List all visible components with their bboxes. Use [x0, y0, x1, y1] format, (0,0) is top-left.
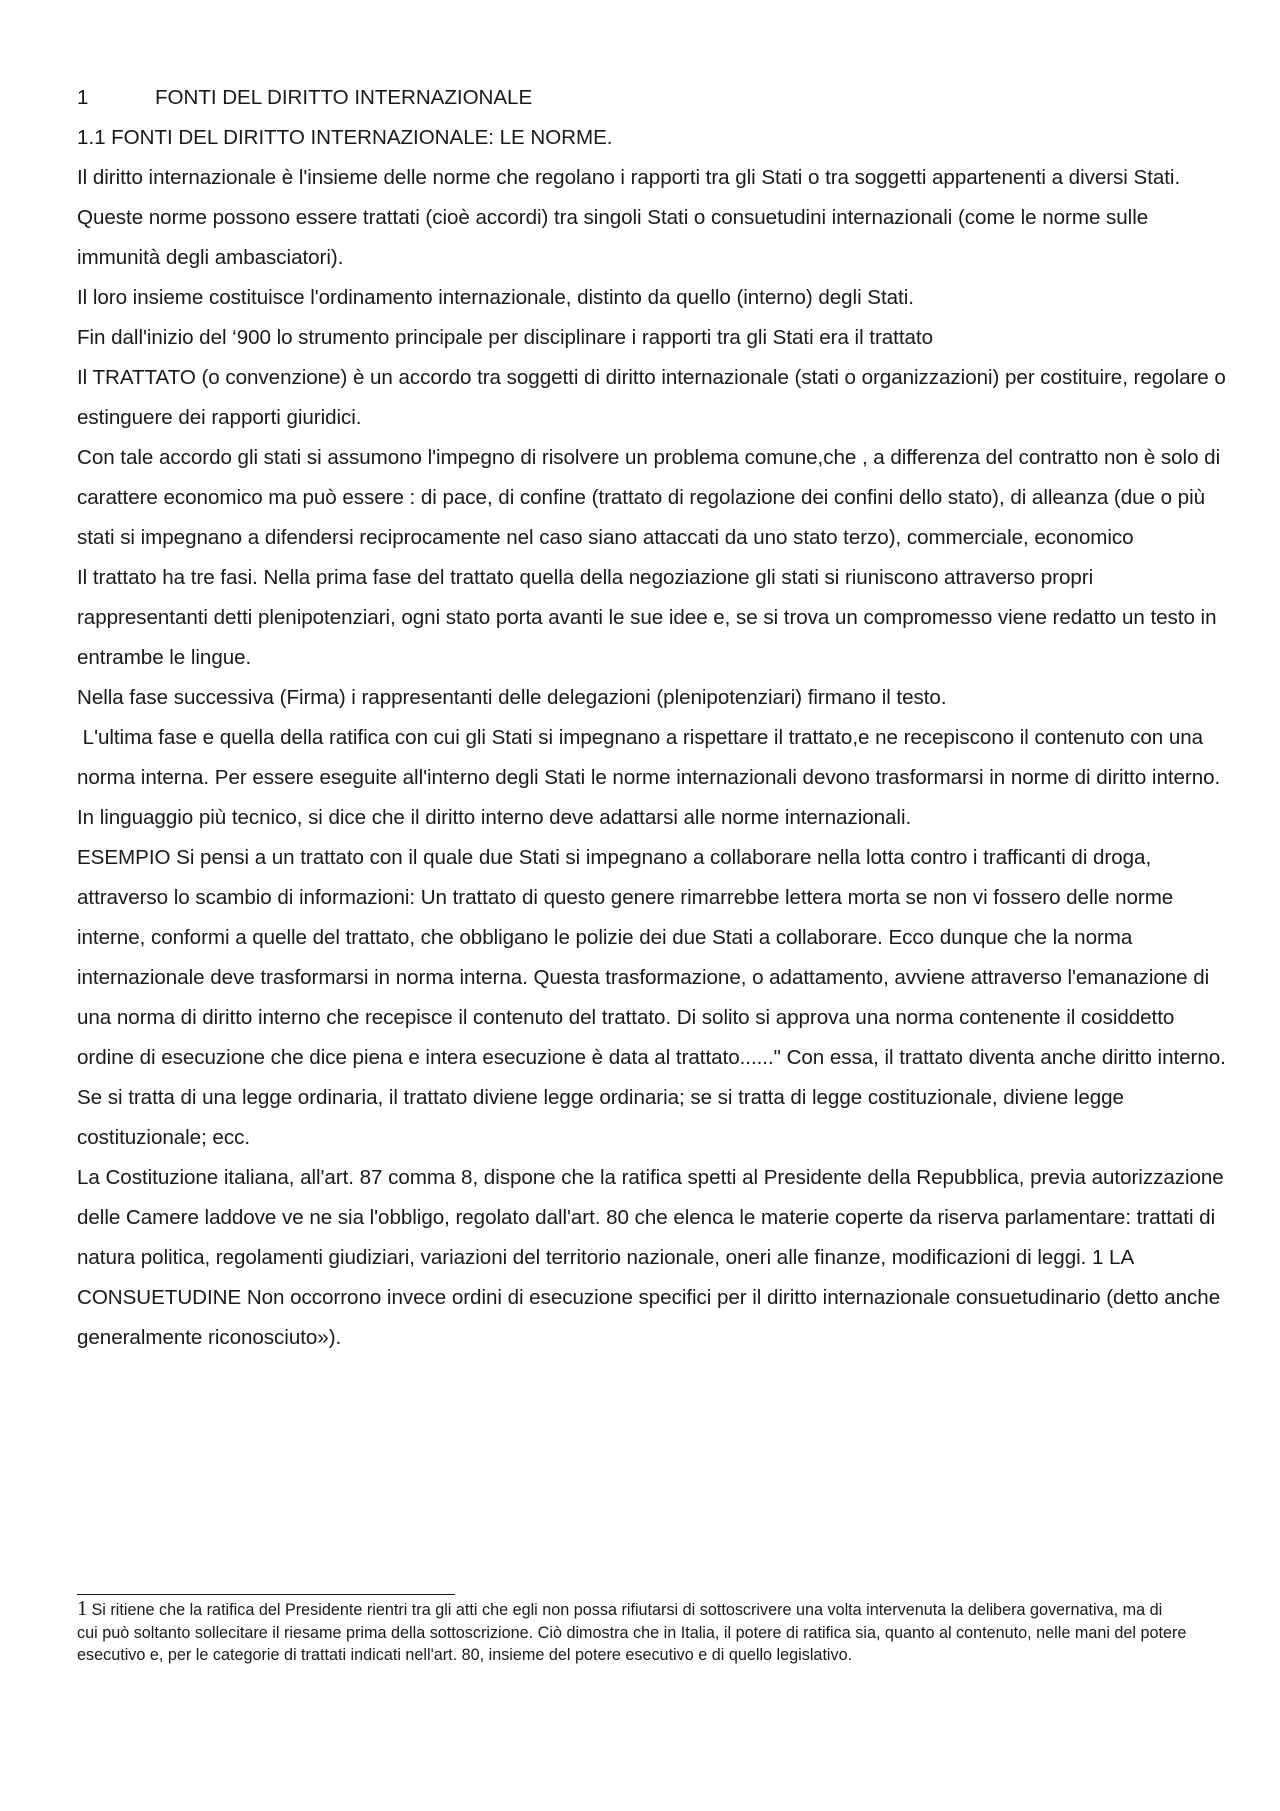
paragraph: Con tale accordo gli stati si assumono l'impegno di risolvere un problema comune,che , a differenza del contratto non è solo di carattere economico ma può essere : di pace, di confine (trattato di regolazione dei confini dello stato), di alleanza (due o più stati si impegnano a difendersi reciprocamente nel caso siano attaccati da uno stato terzo), commerciale, economico — [77, 446, 1221, 549]
paragraph: Fin dall'inizio del ‘900 lo strumento principale per disciplinare i rapporti tra gli Stati era il trattato — [77, 326, 933, 349]
paragraph: Nella fase successiva (Firma) i rappresentanti delle delegazioni (plenipotenziari) firmano il testo. — [77, 686, 947, 709]
chapter-title: FONTI DEL DIRITTO INTERNAZIONALE — [155, 86, 533, 109]
chapter-number: 1 — [77, 86, 89, 109]
paragraph: Il TRATTATO (o convenzione) è un accordo tra soggetti di diritto internazionale (stati o organizzazioni) per costituire, regolare o estinguere dei rapporti giuridici. — [77, 366, 1226, 429]
paragraph: Il diritto internazionale è l'insieme delle norme che regolano i rapporti tra gli Stati o tra soggetti appartenenti a diversi Stati. — [77, 166, 1181, 189]
paragraph: Il trattato ha tre fasi. Nella prima fase del trattato quella della negoziazione gli stati si riuniscono attraverso propri rappresentanti detti plenipotenziari, ogni stato porta avanti le sue idee e, se si trova un compromesso viene redatto un testo in entrambe le lingue. — [77, 566, 1217, 669]
footnote-text: Si ritiene che la ratifica del Presidente rientri tra gli atti che egli non possa rifiutarsi di sottoscrivere una volta intervenuta la delibera governativa, ma di cui può soltanto sollecitare il riesame prima della sottoscrizione. Ciò dimostra che in Italia, il potere di ratifica sia, quanto al contenuto, nelle mani del potere esecutivo e, per le categorie di trattati indicati nell'art. 80, insieme del potere esecutivo e di quello legislativo. — [77, 1601, 1187, 1665]
paragraph: L'ultima fase e quella della ratifica con cui gli Stati si impegnano a rispettare il trattato,e ne recepiscono il contenuto con una norma interna. Per essere eseguite all'interno degli Stati le norme internazionali devono trasformarsi in norme di diritto interno. In linguaggio più tecnico, si dice che il diritto interno deve adattarsi alle norme internazionali. — [77, 726, 1226, 829]
paragraph: Queste norme possono essere trattati (cioè accordi) tra singoli Stati o consuetudini internazionali (come le norme sulle immunità degli ambasciatori). — [77, 206, 1149, 269]
paragraph: ESEMPIO Si pensi a un trattato con il quale due Stati si impegnano a collaborare nella lotta contro i trafficanti di droga, attraverso lo scambio di informazioni: Un trattato di questo genere rimarrebbe lettera morta se non vi fossero delle norme interne, conformi a quelle del trattato, che obbligano le polizie dei due Stati a collaborare. Ecco dunque che la norma internazionale deve trasformarsi in norma interna. Questa trasformazione, o adattamento, avviene attraverso l'emanazione di una norma di diritto interno che recepisce il contenuto del trattato. Di solito si approva una norma contenente il cosiddetto ordine di esecuzione che dice piena e intera esecuzione è data al trattato......" Con essa, il trattato diventa anche diritto interno. Se si tratta di una legge ordinaria, il trattato diviene legge ordinaria; se si tratta di legge costituzionale, diviene legge costituzionale; ecc. — [77, 846, 1226, 1149]
section-heading: 1.1 FONTI DEL DIRITTO INTERNAZIONALE: LE NORME. — [77, 126, 613, 149]
document-body — [77, 78, 1227, 1358]
footnote-marker: 1 — [77, 1596, 88, 1620]
footnote-separator — [77, 1594, 455, 1595]
paragraph: La Costituzione italiana, all'art. 87 comma 8, dispone che la ratifica spetti al Presidente della Repubblica, previa autorizzazione delle Camere laddove ve ne sia l'obbligo, regolato dall'art. 80 che elenca le materie coperte da riserva parlamentare: trattati di natura politica, regolamenti giudiziari, variazioni del territorio nazionale, oneri alle finanze, modificazioni di leggi. 1 LA CONSUETUDINE Non occorrono invece ordini di esecuzione specifici per il diritto internazionale consuetudinario (detto anche generalmente riconosciuto»). — [77, 1166, 1224, 1349]
chapter-heading — [77, 78, 1227, 118]
paragraph: Il loro insieme costituisce l'ordinamento internazionale, distinto da quello (interno) degli Stati. — [77, 286, 914, 309]
footnote — [77, 1597, 1187, 1667]
